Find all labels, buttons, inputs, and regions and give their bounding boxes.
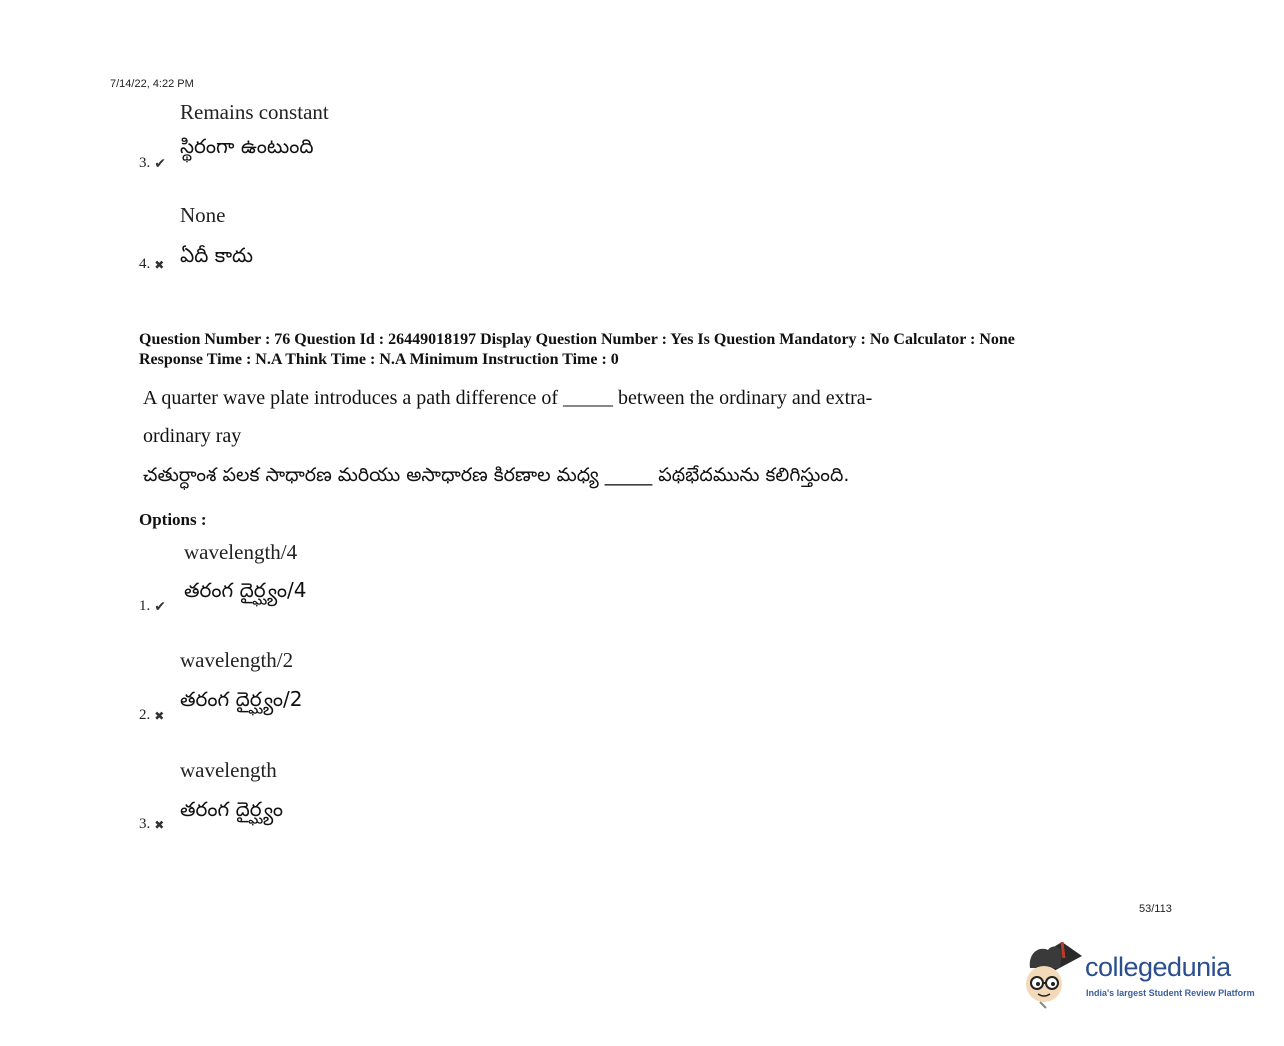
option-4-english: None — [180, 203, 226, 227]
logo-wordmark: collegedunia — [1085, 952, 1231, 982]
option-number: 3. — [139, 155, 151, 171]
check-icon: ✔ — [154, 598, 166, 615]
option-3-marker — [139, 816, 164, 833]
check-icon: ✔ — [154, 155, 166, 172]
option-3-marker — [139, 155, 166, 172]
option-number: 1. — [139, 598, 151, 614]
option-number: 4. — [139, 256, 151, 272]
option-1-telugu: తరంగ దైర్ఘ్యం/4 — [184, 578, 307, 602]
option-3-telugu: స్థిరంగా ఉంటుంది — [180, 134, 314, 158]
option-2-english: wavelength/2 — [180, 648, 294, 672]
option-number: 2. — [139, 707, 151, 723]
cross-icon: ✖ — [154, 257, 165, 272]
question-meta-line1: Question Number : 76 Question Id : 26449018197 Display Question Number : Yes Is Question Mandatory : No Calculator : None — [139, 331, 1015, 348]
question-text-line2: ordinary ray — [143, 425, 242, 447]
question-text-line1: A quarter wave plate introduces a path difference of _____ between the ordinary and extra- — [143, 387, 873, 409]
option-number: 3. — [139, 816, 151, 832]
option-4-telugu: ఏదీ కాదు — [180, 243, 254, 267]
option-2-telugu: తరంగ దైర్ఘ్యం/2 — [180, 687, 303, 711]
question-meta — [139, 330, 1139, 370]
question-meta-line2: Response Time : N.A Think Time : N.A Minimum Instruction Time : 0 — [139, 351, 619, 368]
option-3-english: Remains constant — [180, 100, 329, 124]
collegedunia-logo — [1022, 938, 1254, 1010]
cross-icon: ✖ — [154, 708, 165, 723]
option-2-marker — [139, 707, 164, 724]
page-number: 53/113 — [1139, 903, 1172, 915]
option-3-telugu: తరంగ దైర్ఘ్యం — [180, 797, 284, 821]
options-label: Options : — [139, 510, 207, 529]
cross-icon: ✖ — [154, 817, 165, 832]
option-1-marker — [139, 598, 166, 615]
mascot-icon — [1022, 938, 1084, 1010]
option-3-english: wavelength — [180, 758, 277, 782]
logo-tagline: India's largest Student Review Platform — [1086, 988, 1255, 998]
timestamp: 7/14/22, 4:22 PM — [110, 78, 194, 90]
question-text-telugu: చతుర్ధాంశ పలక సాధారణ మరియు అసాధారణ కిరణాల మధ్య _____ పథభేదమును కలిగిస్తుంది. — [143, 464, 850, 486]
option-1-english: wavelength/4 — [184, 540, 298, 564]
option-4-marker — [139, 256, 164, 273]
